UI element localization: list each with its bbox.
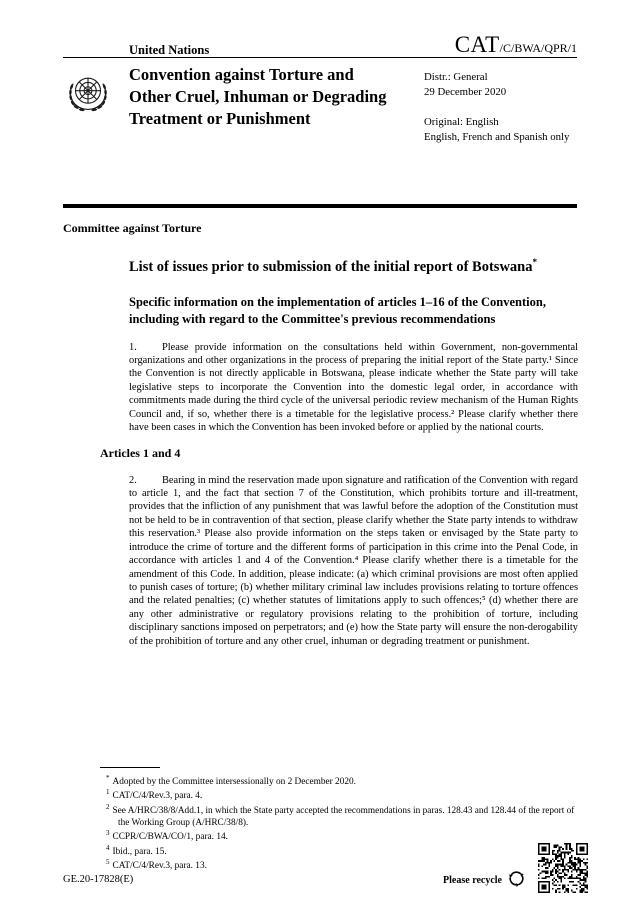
page-header — [63, 32, 577, 58]
committee-name: Committee against Torture — [63, 221, 202, 235]
footnote-2 — [63, 803, 577, 830]
footnote-marker: 3 — [106, 829, 110, 838]
footnote-marker: * — [106, 774, 110, 782]
section-heading-articles-1-4: Articles 1 and 4 — [100, 445, 181, 460]
footnotes-section — [63, 767, 577, 872]
footnote-text: CCPR/C/BWA/CO/1, para. 14. — [112, 832, 228, 843]
document-body — [63, 221, 577, 648]
masthead-rule — [63, 204, 577, 208]
distribution-info — [424, 70, 569, 145]
document-id: GE.20-17828(E) — [63, 874, 134, 885]
document-title-text: List of issues prior to submission of the initial report of Botswana — [129, 258, 533, 275]
document-title — [129, 256, 581, 278]
footnote-marker: 2 — [106, 802, 110, 811]
paragraph-2-text: Bearing in mind the reservation made upon signature and ratification of the Convention with regard to article 1, and the fact that section 7 of the Constitution, which prohibits torture and ill-treatment, provides that the infliction of any punishment that was lawful before the adoption of the Constitution must not be held to be in contravention of that section, please clarify whether the State party intends to withdraw this reservation.³ Please also provide information on the steps taken or envisaged by the State party to introduce the crime of torture and the different forms of participation in this crime into the Penal Code, in accordance with articles 1 and 4 of the Convention.⁴ Please clarify whether there is a timetable for the amendment of this Code. In addition, please indicate: (a) which criminal provisions are most often applied to punish cases of torture; (b) whether military criminal law includes provisions relating to torture offences and the related penalties; (c) whether statutes of limitations apply to such offences;⁵ (d) whether there are any other administrative or regulatory provisions relating to the prohibition of torture, including disciplinary sanctions imposed on perpetrators; and (e) how the State party will ensure the non-derogability of the prohibition of torture and any other cruel, inhuman or degrading treatment or punishment. — [129, 474, 578, 647]
footnote-text: Adopted by the Committee intersessionally on 2 December 2020. — [112, 777, 356, 788]
recycle-icon — [507, 869, 526, 891]
footnote-separator — [100, 767, 160, 768]
document-symbol-rest: /C/BWA/QPR/1 — [499, 41, 577, 55]
qr-code-icon — [538, 843, 588, 893]
footnote-asterisk — [63, 774, 577, 788]
paragraph-1 — [129, 341, 578, 435]
distr-type: Distr.: General — [424, 71, 488, 83]
paragraph-2-number: 2. — [129, 474, 137, 486]
footnote-3 — [63, 829, 577, 843]
paragraph-1-number: 1. — [129, 341, 137, 353]
footnote-marker: 5 — [106, 858, 110, 867]
document-symbol — [455, 32, 577, 58]
title-footnote-ref: * — [532, 257, 537, 267]
org-name: United Nations — [129, 43, 210, 57]
un-emblem-icon — [63, 68, 113, 118]
footnote-marker: 4 — [106, 843, 110, 852]
footnote-1 — [63, 788, 577, 802]
recycle-label: Please recycle — [443, 874, 502, 886]
languages-note: English, French and Spanish only — [424, 131, 570, 144]
footnote-text: CAT/C/4/Rev.3, para. 13. — [112, 861, 207, 872]
footnote-text: CAT/C/4/Rev.3, para. 4. — [112, 791, 203, 802]
header-rule — [63, 57, 577, 58]
recycle-note — [443, 869, 526, 891]
footnote-4 — [63, 844, 577, 858]
masthead — [63, 64, 577, 204]
convention-title: Convention against Torture and Other Cruel, Inhuman or Degrading Treatment or Punishment — [129, 65, 387, 128]
paragraph-1-text: Please provide information on the consultations held within Government, non-governmental organizations and other organizations in the process of preparing the initial report of the State party.¹ Since the Convention is not directly applicable in Botswana, please indicate whether the State party will take legislative steps to incorporate the Convention into the domestic legal order, in accordance with commitments made during the third cycle of the universal periodic review mechanism of the Human Rights Council and, if so, whether there is a timetable for the legislative process.² Please clarify whether there have been cases in which the Convention has been invoked before or applied by the national courts. — [129, 341, 578, 434]
footnote-marker: 1 — [106, 788, 110, 797]
original-language: Original: English — [424, 116, 499, 129]
footnote-text: Ibid., para. 15. — [112, 846, 167, 857]
document-subtitle: Specific information on the implementation of articles 1–16 of the Convention, including with regard to the Committee's previous recommendations — [129, 294, 546, 326]
footnote-text: See A/HRC/38/8/Add.1, in which the State party accepted the recommendations in paras. 128.43 and 128.44 of the report of the Working Group (A/HRC/38/8). — [112, 805, 575, 829]
distr-date: 29 December 2020 — [424, 86, 507, 99]
paragraph-2 — [129, 474, 578, 648]
document-symbol-main: CAT — [454, 32, 500, 57]
